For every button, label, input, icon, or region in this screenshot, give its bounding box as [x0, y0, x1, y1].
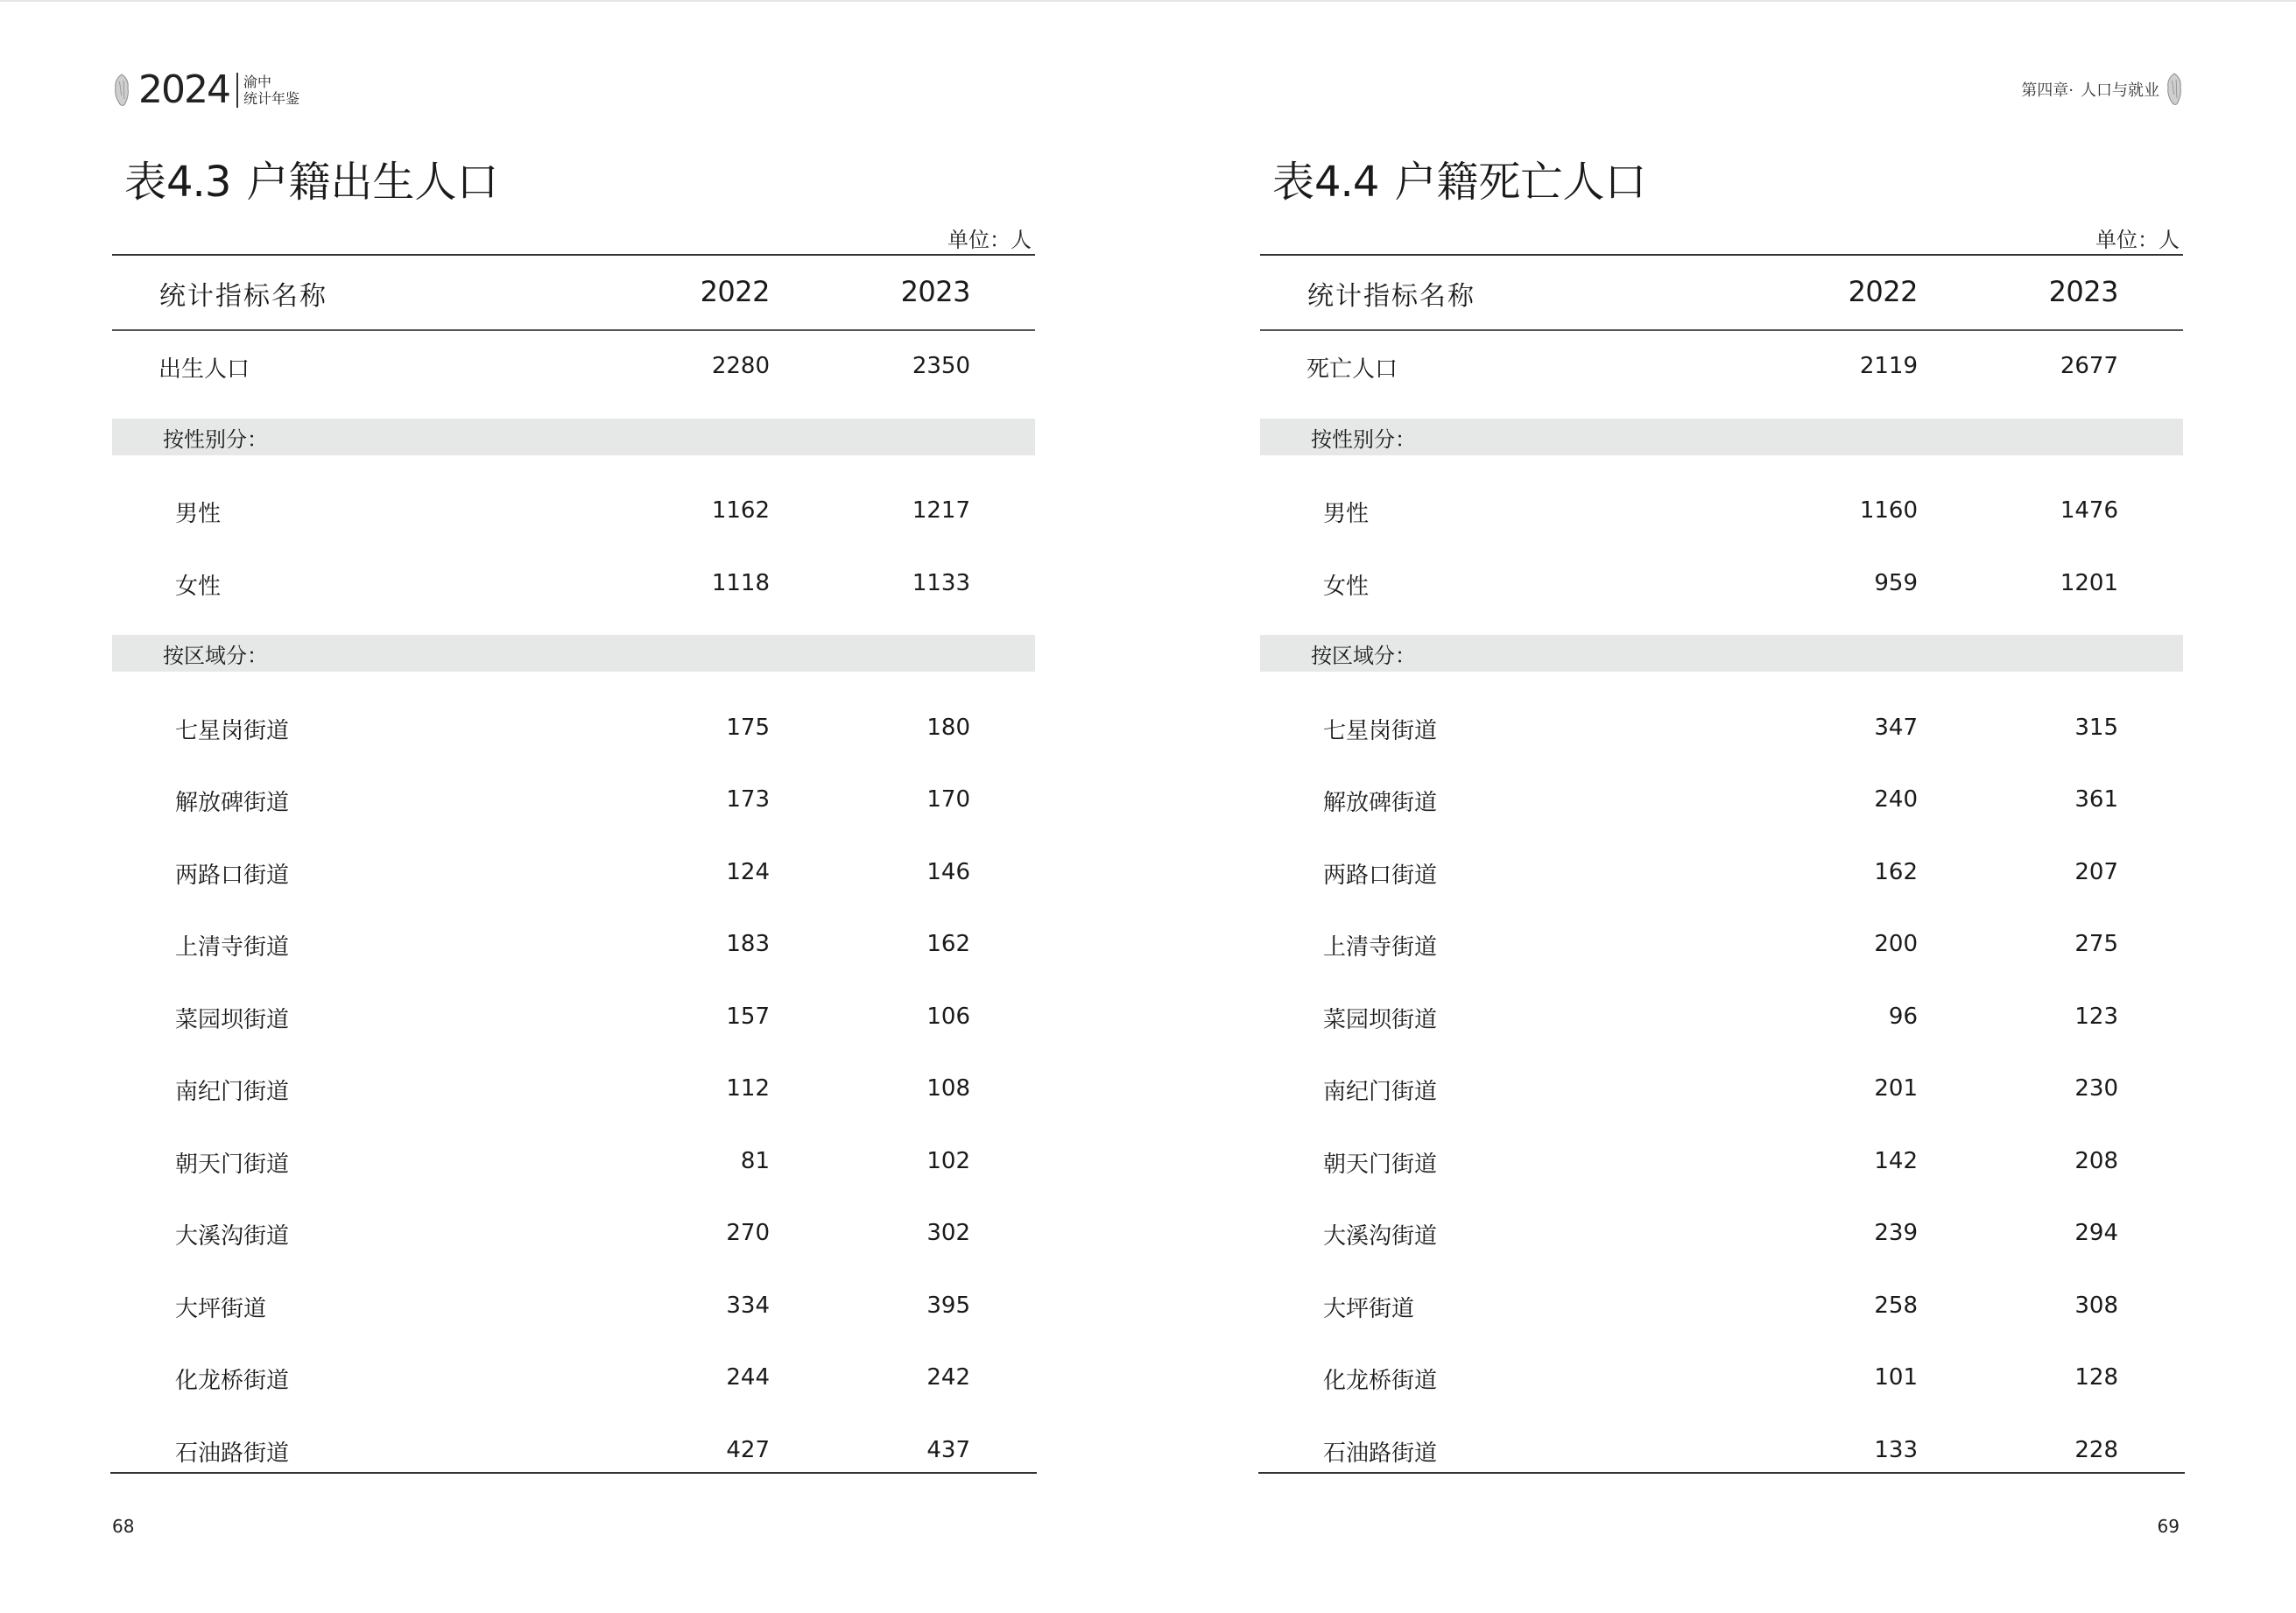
cell-2023: 128	[2074, 1364, 2118, 1391]
cell-2023: 180	[926, 714, 970, 741]
table-row	[112, 692, 1035, 764]
table-row	[112, 1270, 1035, 1342]
row-label: 大溪沟街道	[175, 1223, 290, 1250]
table-row	[112, 330, 1035, 403]
cell-2023: 275	[2074, 931, 2118, 957]
cell-2023: 1133	[912, 569, 970, 596]
cell-2023: 162	[926, 931, 970, 957]
cell-2022: 334	[726, 1292, 770, 1319]
cell-2022: 96	[1888, 1003, 1918, 1030]
cell-2022: 173	[726, 786, 770, 813]
table-row	[1260, 1414, 2183, 1487]
table-bottom-rule	[1258, 1472, 2185, 1474]
table-row	[1260, 1053, 2183, 1125]
section-row-gender	[1260, 403, 2183, 475]
table-bottom-rule	[110, 1472, 1037, 1474]
row-label: 解放碑街道	[1323, 790, 1438, 816]
table-row	[1260, 1197, 2183, 1270]
cell-2023: 230	[2074, 1075, 2118, 1102]
row-label: 七星岗街道	[1323, 717, 1438, 744]
yearbook-name-line2: 统计年鉴	[243, 90, 299, 107]
section-label: 按区域分：	[163, 644, 268, 668]
table-row	[1260, 547, 2183, 620]
cell-2022: 347	[1874, 714, 1918, 741]
section-row-area	[112, 619, 1035, 692]
table-header-row	[112, 256, 1035, 329]
table-title-text: 户籍死亡人口	[1394, 158, 1647, 207]
cell-2023: 208	[2074, 1147, 2118, 1174]
table-row	[1260, 1125, 2183, 1198]
table-row	[112, 1342, 1035, 1414]
row-label: 大溪沟街道	[1323, 1223, 1438, 1250]
table-row	[112, 1125, 1035, 1198]
cell-2023: 302	[926, 1220, 970, 1246]
table-row	[112, 1053, 1035, 1125]
cell-2023: 361	[2074, 786, 2118, 813]
row-label: 菜园坝街道	[1323, 1006, 1438, 1033]
row-label: 化龙桥街道	[1323, 1368, 1438, 1394]
cell-2023: 146	[926, 858, 970, 885]
section-row-gender	[112, 403, 1035, 475]
column-header-2023: 2023	[900, 275, 970, 308]
cell-2023: 2350	[912, 353, 970, 379]
cell-2023: 1476	[2060, 497, 2118, 524]
cell-2022: 201	[1874, 1075, 1918, 1102]
table-row	[112, 764, 1035, 836]
row-label: 出生人口	[158, 356, 250, 383]
table-number: 4.3	[166, 158, 231, 207]
cell-2023: 102	[926, 1147, 970, 1174]
row-label: 女性	[1323, 573, 1370, 600]
row-label: 南纪门街道	[1323, 1079, 1438, 1105]
row-label: 菜园坝街道	[175, 1006, 290, 1033]
cell-2023: 1217	[912, 497, 970, 524]
cell-2022: 2119	[1859, 353, 1918, 379]
cell-2022: 124	[726, 858, 770, 885]
table-row	[112, 1197, 1035, 1270]
table-row	[112, 981, 1035, 1053]
cell-2023: 308	[2074, 1292, 2118, 1319]
table-row	[112, 908, 1035, 981]
cell-2023: 2677	[2060, 353, 2118, 379]
table-row	[112, 1414, 1035, 1487]
row-label: 解放碑街道	[175, 790, 290, 816]
column-header-name: 统计指标名称	[1307, 281, 1475, 312]
row-label: 上清寺街道	[175, 934, 290, 961]
table-title-text: 户籍出生人口	[246, 158, 499, 207]
cell-2022: 183	[726, 931, 770, 957]
cell-2022: 1162	[711, 497, 770, 524]
chapter-topic: 人口与就业	[2081, 81, 2159, 100]
section-row-area	[1260, 619, 2183, 692]
table-row	[1260, 475, 2183, 547]
table-row	[1260, 1342, 2183, 1414]
cell-2022: 244	[726, 1364, 770, 1391]
row-label: 两路口街道	[1323, 862, 1438, 889]
yearbook-year: 2024	[138, 67, 229, 112]
table-row	[112, 547, 1035, 620]
table-row	[1260, 908, 2183, 981]
unit-label: 单位：人	[947, 228, 1032, 252]
row-label: 女性	[175, 573, 222, 600]
left-page	[112, 0, 1035, 1613]
cell-2022: 239	[1874, 1220, 1918, 1246]
cell-2022: 142	[1874, 1147, 1918, 1174]
row-label: 石油路街道	[1323, 1440, 1438, 1467]
cell-2022: 200	[1874, 931, 1918, 957]
page-number: 69	[2157, 1516, 2180, 1537]
row-label: 石油路街道	[175, 1440, 290, 1467]
cell-2023: 207	[2074, 858, 2118, 885]
table-row	[1260, 836, 2183, 909]
row-label: 上清寺街道	[1323, 934, 1438, 961]
column-header-2023: 2023	[2048, 275, 2118, 308]
cell-2022: 1118	[711, 569, 770, 596]
cell-2023: 1201	[2060, 569, 2118, 596]
cell-2022: 133	[1874, 1436, 1918, 1463]
unit-label: 单位：人	[2095, 228, 2180, 252]
cell-2022: 427	[726, 1436, 770, 1463]
table-title: 表4.4 户籍死亡人口	[1272, 158, 1647, 207]
cell-2023: 315	[2074, 714, 2118, 741]
table-title: 表4.3 户籍出生人口	[124, 158, 499, 207]
cell-2022: 81	[740, 1147, 770, 1174]
row-label: 朝天门街道	[175, 1151, 290, 1178]
cell-2022: 2280	[711, 353, 770, 379]
table-row	[1260, 330, 2183, 403]
table-row	[1260, 764, 2183, 836]
right-page	[1260, 0, 2183, 1613]
table-body	[1260, 330, 2183, 1486]
row-label: 死亡人口	[1306, 356, 1398, 383]
cell-2023: 108	[926, 1075, 970, 1102]
section-label: 按性别分：	[1311, 426, 1416, 452]
row-label: 男性	[175, 501, 222, 527]
row-label: 大坪街道	[1323, 1295, 1415, 1322]
table-row	[112, 475, 1035, 547]
table-row	[1260, 692, 2183, 764]
table-row	[1260, 981, 2183, 1053]
chapter-label: 第四章·	[2021, 81, 2074, 100]
row-label: 两路口街道	[175, 862, 290, 889]
table-header-row	[1260, 256, 2183, 329]
section-label: 按性别分：	[163, 426, 268, 452]
cell-2023: 294	[2074, 1220, 2118, 1246]
cell-2022: 258	[1874, 1292, 1918, 1319]
cell-2022: 270	[726, 1220, 770, 1246]
cell-2022: 240	[1874, 786, 1918, 813]
row-label: 朝天门街道	[1323, 1151, 1438, 1178]
table-number: 4.4	[1314, 158, 1379, 207]
table-body	[112, 330, 1035, 1486]
cell-2023: 106	[926, 1003, 970, 1030]
yearbook-name-line1: 渝中	[243, 74, 271, 90]
table-row	[1260, 1270, 2183, 1342]
cell-2022: 959	[1874, 569, 1918, 596]
column-header-2022: 2022	[1848, 275, 1918, 308]
row-label: 化龙桥街道	[175, 1368, 290, 1394]
row-label: 南纪门街道	[175, 1079, 290, 1105]
cell-2022: 101	[1874, 1364, 1918, 1391]
column-header-name: 统计指标名称	[159, 281, 327, 312]
cell-2022: 175	[726, 714, 770, 741]
table-row	[112, 836, 1035, 909]
row-label: 男性	[1323, 501, 1370, 527]
cell-2023: 228	[2074, 1436, 2118, 1463]
cell-2023: 242	[926, 1364, 970, 1391]
cell-2022: 112	[726, 1075, 770, 1102]
page-number: 68	[112, 1516, 135, 1537]
cell-2023: 170	[926, 786, 970, 813]
cell-2023: 395	[926, 1292, 970, 1319]
cell-2022: 157	[726, 1003, 770, 1030]
cell-2022: 162	[1874, 858, 1918, 885]
cell-2022: 1160	[1859, 497, 1918, 524]
cell-2023: 437	[926, 1436, 970, 1463]
column-header-2022: 2022	[700, 275, 770, 308]
row-label: 大坪街道	[175, 1295, 267, 1322]
row-label: 七星岗街道	[175, 717, 290, 744]
section-label: 按区域分：	[1311, 644, 1416, 668]
cell-2023: 123	[2074, 1003, 2118, 1030]
